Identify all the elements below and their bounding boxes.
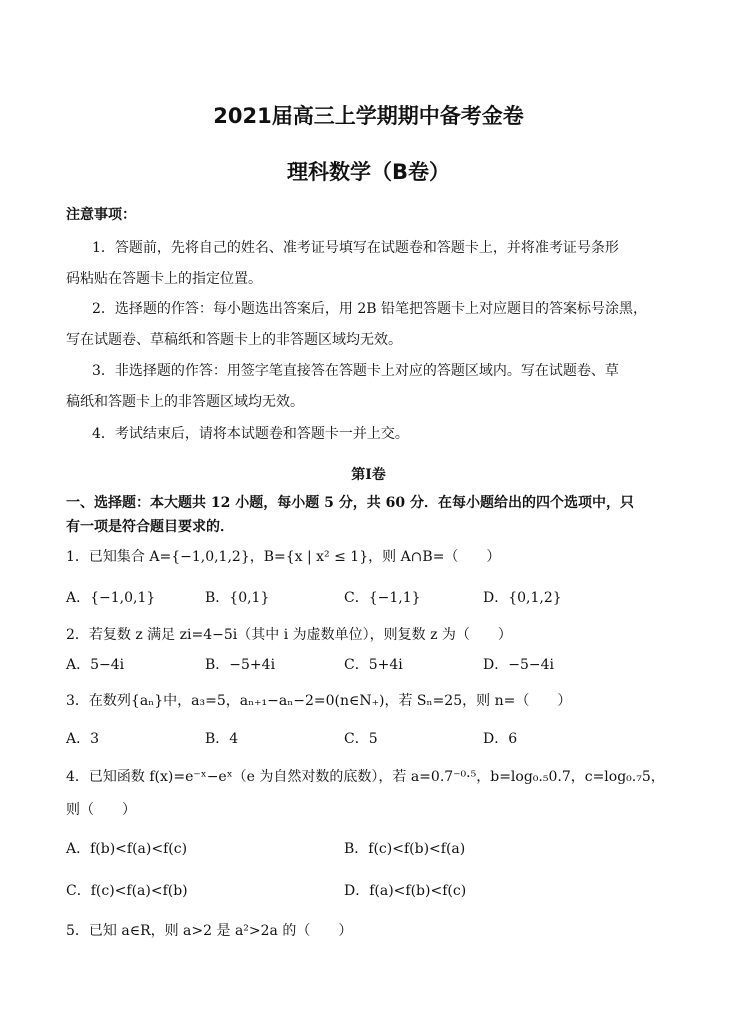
question-2-option-a: A．5−4i	[66, 657, 125, 673]
notice-line: 稿纸和答题卡上的非答题区域均无效。	[66, 394, 304, 410]
question-4-option-b: B．f(c)<f(b)<f(a)	[344, 841, 466, 857]
notice-line: 3．非选择题的作答：用签字笔直接答在答题卡上对应的答题区域内。写在试题卷、草	[92, 363, 619, 379]
question-1-option-b: B．{0,1}	[205, 590, 270, 606]
notice-line: 1．答题前，先将自己的姓名、准考证号填写在试题卷和答题卡上，并将准考证号条形	[92, 240, 619, 256]
question-3-option-c: C．5	[344, 731, 378, 747]
question-2-option-d: D．−5−4i	[483, 657, 554, 673]
question-1-option-a: A．{−1,0,1}	[66, 590, 156, 606]
question-2-stem: 2．若复数 z 满足 zi=4−5i（其中 i 为虚数单位），则复数 z 为（ ）	[66, 627, 512, 643]
question-2-option-c: C．5+4i	[344, 657, 403, 673]
question-4-option-d: D．f(a)<f(b)<f(c)	[344, 883, 467, 899]
notice-line: 写在试题卷、草稿纸和答题卡上的非答题区域均无效。	[66, 332, 402, 348]
question-2-option-b: B．−5+4i	[205, 657, 276, 673]
section-instruction: 有一项是符合题目要求的．	[66, 519, 234, 535]
notice-heading: 注意事项：	[66, 207, 136, 223]
question-3-option-d: D．6	[483, 731, 518, 747]
question-3-stem: 3．在数列{aₙ}中，a₃=5，aₙ₊₁−aₙ−2=0(n∈N₊)，若 Sₙ=25，则 n=（ ）	[66, 693, 572, 709]
question-4-option-c: C．f(c)<f(a)<f(b)	[66, 883, 188, 899]
question-4-stem-continued: 则（ ）	[66, 802, 136, 818]
question-4-option-a: A．f(b)<f(a)<f(c)	[66, 841, 188, 857]
page-subtitle: 理科数学（B卷）	[286, 160, 450, 184]
section-instruction: 一、选择题：本大题共 12 小题，每小题 5 分，共 60 分．在每小题给出的四个选项中，只	[66, 495, 634, 511]
notice-line: 码粘贴在答题卡上的指定位置。	[66, 271, 262, 287]
question-5-stem: 5．已知 a∈R，则 a>2 是 a²>2a 的（ ）	[66, 923, 353, 939]
notice-line: 2．选择题的作答：每小题选出答案后，用 2B 铅笔把答题卡上对应题目的答案标号涂黑，	[92, 301, 648, 317]
question-1-option-c: C．{−1,1}	[344, 590, 421, 606]
notice-line: 4．考试结束后，请将本试题卷和答题卡一并上交。	[92, 426, 409, 442]
section-label: 第Ⅰ卷	[351, 467, 386, 483]
question-1-option-d: D．{0,1,2}	[483, 590, 562, 606]
question-3-option-a: A．3	[66, 731, 100, 747]
question-1-stem: 1．已知集合 A={−1,0,1,2}，B={x | x² ≤ 1}，则 A∩B=（ ）	[66, 549, 501, 565]
question-3-option-b: B．4	[205, 731, 239, 747]
page-title: 2021届高三上学期期中备考金卷	[213, 104, 524, 128]
question-4-stem: 4．已知函数 f(x)=e⁻ˣ−eˣ（e 为自然对数的底数），若 a=0.7⁻⁰·⁵，b=log₀.₅0.7，c=log₀.₇5，	[66, 769, 665, 785]
